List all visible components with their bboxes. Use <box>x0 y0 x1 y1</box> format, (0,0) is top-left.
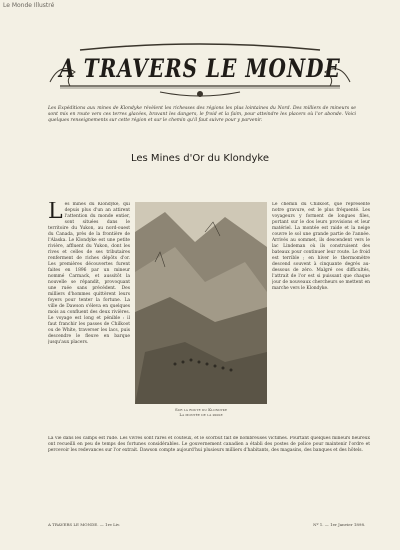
caption-subtitle: La montée de la passe <box>179 412 223 417</box>
engraving-illustration <box>135 202 267 404</box>
dropcap-letter: L <box>48 202 63 224</box>
footer-left: A TRAVERS LE MONDE. — 1re Liv. <box>48 522 121 527</box>
article-title: Les Mines d'Or du Klondyke <box>131 153 269 164</box>
page-header-label: Le Monde Illustré <box>3 2 55 9</box>
caption-title: Sur la route du Klondyke <box>174 407 228 412</box>
column-right-text: Le chemin du Chilkoot, que représente notre gravure, est le plus fréquenté. Les voyageurs y forment de longues files, portant sur le dos leurs provisions et leur matériel. La montée est raide et la neige couvre le sol une grande partie de l'année. Arrivés au sommet, ils descendent vers le lac Lindeman où ils construisent des bateaux pour continuer leur route. Le froid est terrible ; en hiver le thermomètre descend souvent à cinquante degrés au-dessous de zéro. Malgré ces difficultés, l'attrait de l'or est si puissant que chaque jour de nouveaux chercheurs se mettent en marche vers le Klondyke. <box>272 202 370 291</box>
column-bottom-text: La vie dans les camps est rude. Les vivres sont rares et coûteux, et le scorbut fait de nombreuses victimes. Pourtant quelques mineurs heureux ont recueilli en peu de temps des fortunes considérables. Le gouvernement canadien a établi des postes de police pour maintenir l'ordre et percevoir les redevances sur l'or extrait. Dawson compte aujourd'hui plusieurs milliers d'habitants, des magasins, des banques et des hôtels. <box>48 436 370 453</box>
column-left-text: es mines du Klondyke, qui depuis plus d'un an attirent l'attention du monde entier, sont situées dans le territoire du Yukon, au nord-ouest du Canada, près de la frontière de l'Alaska. Le Klondyke est une petite rivière, affluent du Yukon, dont les rives et celles de ses tributaires renferment de riches dépôts d'or. Les premières découvertes furent faites en 1896 par un mineur nommé Carmack, et aussitôt la nouvelle se répandit, provoquant une ruée sans précédent. Des milliers d'hommes quittèrent leurs foyers pour tenter la fortune. La ville de Dawson s'éleva en quelques mois au confluent des deux rivières. Le voyage est long et pénible : il faut franchir les passes de Chilkoot ou de White, traverser les lacs, puis descendre le fleuve en barque jusqu'aux placers. <box>48 202 130 345</box>
masthead-title: A TRAVERS LE MONDE <box>59 53 341 83</box>
illustration-caption <box>135 407 267 417</box>
intro-paragraph: Les Expéditions aux mines de Klondyke révèlent les richesses des régions les plus lointaines du Nord. Des milliers de mineurs se sont mis en route vers ces terres glacées, bravant les dangers, le froid et la faim, pour atteindre les placers où l'or abonde. Voici quelques renseignements sur cette région et sur le chemin qu'il faut suivre pour y parvenir. <box>48 106 356 124</box>
text-column-left <box>48 202 130 432</box>
page-footer <box>48 522 370 527</box>
text-column-right <box>272 202 370 432</box>
text-column-bottom <box>48 436 370 514</box>
masthead-banner <box>40 42 360 100</box>
mountain-engraving-image <box>135 202 267 404</box>
footer-right: Nº 1. — 1er Janvier 1898. <box>313 522 366 527</box>
